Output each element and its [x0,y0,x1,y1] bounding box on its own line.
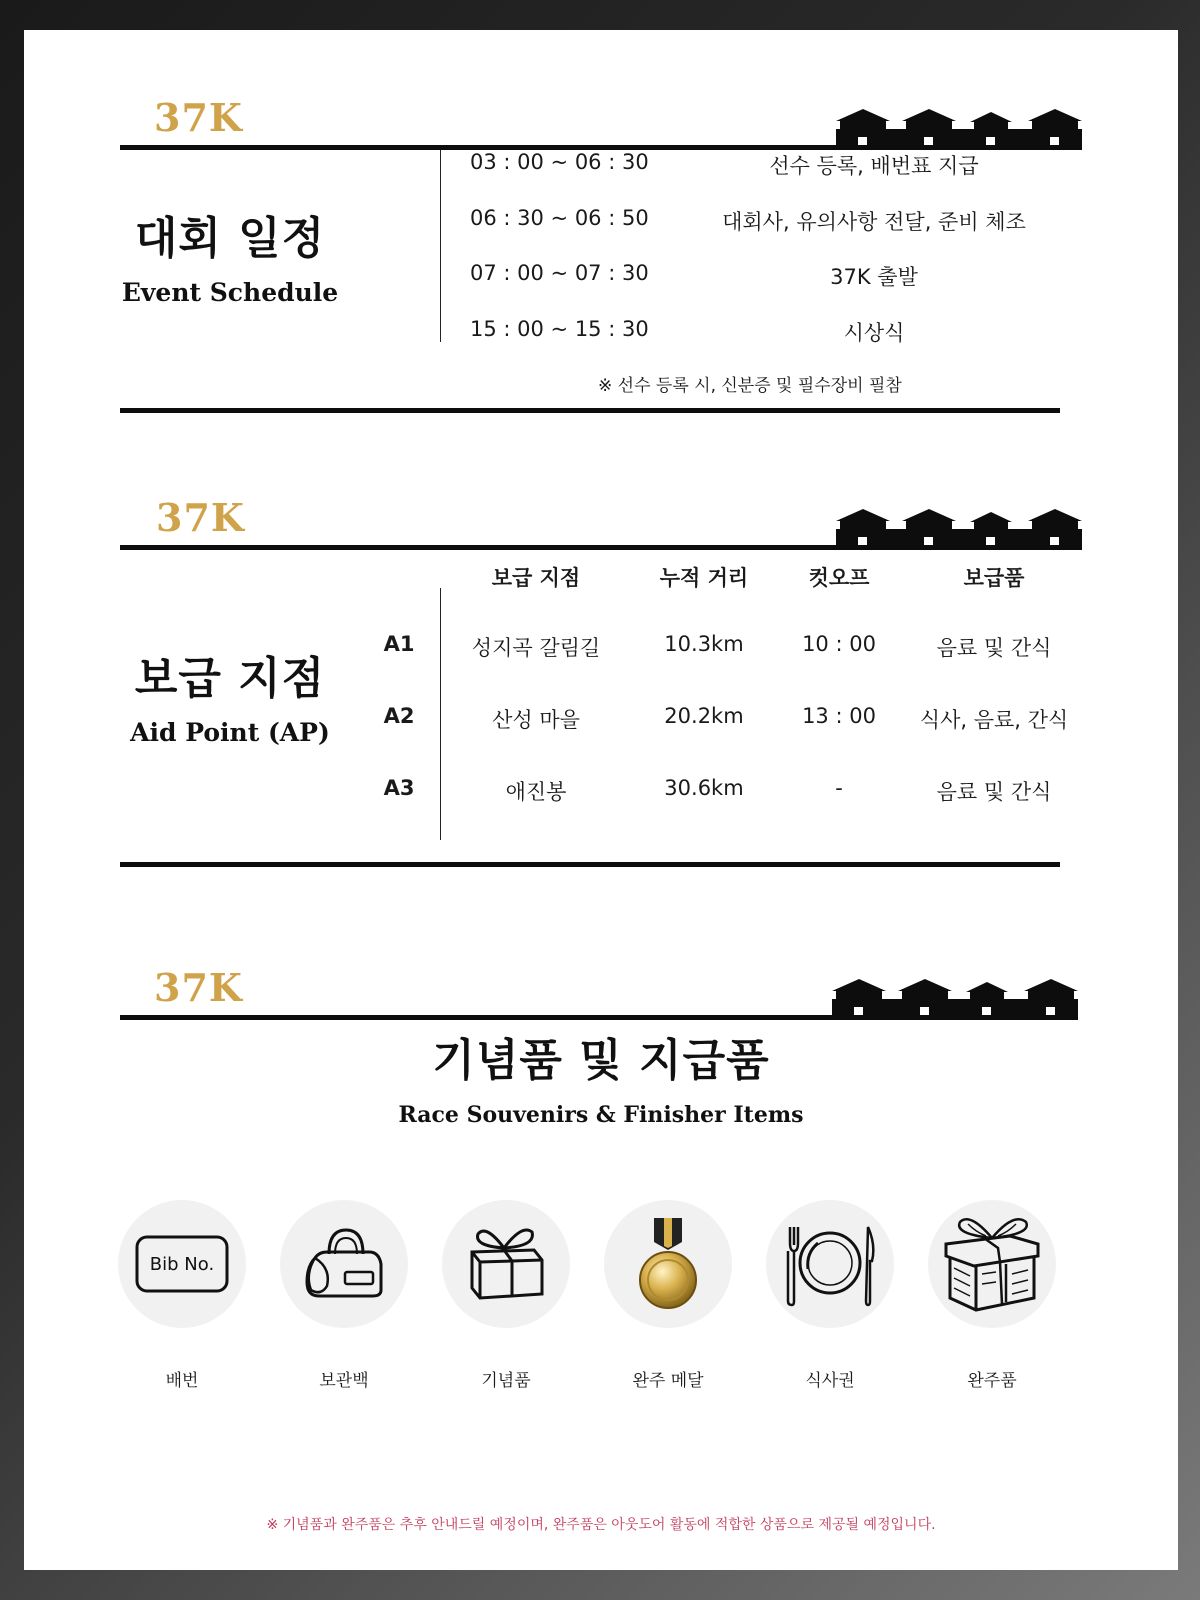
header-rule [120,545,1082,550]
aid-distance: 20.2km [664,704,744,728]
souvenir-item-label: 보관백 [319,1371,369,1391]
section-divider [120,862,1060,867]
souvenir-item-label: 완주 메달 [632,1371,704,1391]
bib-number-icon-label: Bib No. [149,1253,215,1275]
aid-place: 산성 마을 [492,708,580,732]
present-icon [928,1200,1056,1328]
aid-divider-line [440,588,441,840]
distance-badge: 37K [154,965,243,1010]
aid-supplies: 식사, 음료, 간식 [919,708,1069,732]
souvenir-title-block [24,1024,1178,1128]
gift-box-icon [442,1200,570,1328]
schedule-time: 03 : 00 ~ 06 : 30 [470,150,649,174]
schedule-desc: 시상식 [843,321,905,345]
aid-header-distance: 누적 거리 [659,566,749,590]
schedule-time: 15 : 00 ~ 15 : 30 [470,317,649,341]
distance-badge: 37K [156,495,245,540]
aid-cutoff: 10 : 00 [802,632,876,656]
schedule-divider-line [440,150,441,342]
aid-header-supplies: 보급품 [963,566,1025,590]
fortress-skyline-icon [836,507,1082,547]
souvenir-item-label: 식사권 [805,1371,855,1391]
aid-code: A1 [383,632,415,656]
souvenir-item-label: 완주품 [967,1371,1017,1391]
aid-title: 보급 지점 [134,653,326,704]
souvenir-item [118,1200,246,1391]
schedule-desc: 대회사, 유의사항 전달, 준비 체조 [722,210,1026,234]
souvenir-item-label: 기념품 [481,1371,531,1391]
duffel-bag-icon [280,1200,408,1328]
souvenir-subtitle: Race Souvenirs & Finisher Items [398,1102,804,1128]
souvenir-item [928,1200,1056,1391]
aid-section-header [120,490,1082,550]
aid-code: A3 [383,776,415,800]
aid-header-cutoff: 컷오프 [808,566,870,590]
aid-distance: 10.3km [664,632,744,656]
distance-badge: 37K [154,95,243,140]
aid-supplies: 음료 및 간식 [936,636,1052,660]
medal-icon [604,1200,732,1328]
aid-place: 애진봉 [505,780,567,804]
souvenir-section-header [120,960,1082,1020]
schedule-time: 06 : 30 ~ 06 : 50 [470,206,649,230]
schedule-time: 07 : 00 ~ 07 : 30 [470,261,649,285]
aid-cutoff: 13 : 00 [802,704,876,728]
souvenir-title: 기념품 및 지급품 [432,1035,770,1086]
aid-header-place: 보급 지점 [491,566,581,590]
schedule-note: ※ 선수 등록 시, 신분증 및 필수장비 필참 [598,376,902,396]
aid-supplies: 음료 및 간식 [936,780,1052,804]
aid-cutoff: - [835,776,843,800]
souvenir-item-label: 배번 [165,1371,199,1391]
aid-distance: 30.6km [664,776,744,800]
schedule-desc: 선수 등록, 배번표 지급 [769,154,979,178]
souvenir-footnote: ※ 기념품과 완주품은 추후 안내드릴 예정이며, 완주품은 아웃도어 활동에 적합한 상품으로 제공될 예정입니다. [266,1517,936,1533]
aid-subtitle: Aid Point (AP) [130,718,330,747]
section-divider [120,408,1060,413]
souvenir-item [280,1200,408,1391]
schedule-section-header [120,90,1082,150]
souvenir-item [604,1200,732,1391]
schedule-title-block [120,202,340,307]
fortress-skyline-icon [832,977,1078,1017]
meal-plate-icon [766,1200,894,1328]
aid-code: A2 [383,704,415,728]
schedule-desc: 37K 출발 [830,265,918,289]
souvenir-item [442,1200,570,1391]
header-rule [120,1015,1078,1020]
bib-number-icon [118,1200,246,1328]
aid-place: 성지곡 갈림길 [471,636,601,660]
schedule-subtitle: Event Schedule [121,278,339,307]
aid-title-block [120,642,340,747]
fortress-skyline-icon [836,107,1082,147]
schedule-title: 대회 일정 [134,213,326,264]
poster-page [24,30,1178,1570]
souvenir-item [766,1200,894,1391]
